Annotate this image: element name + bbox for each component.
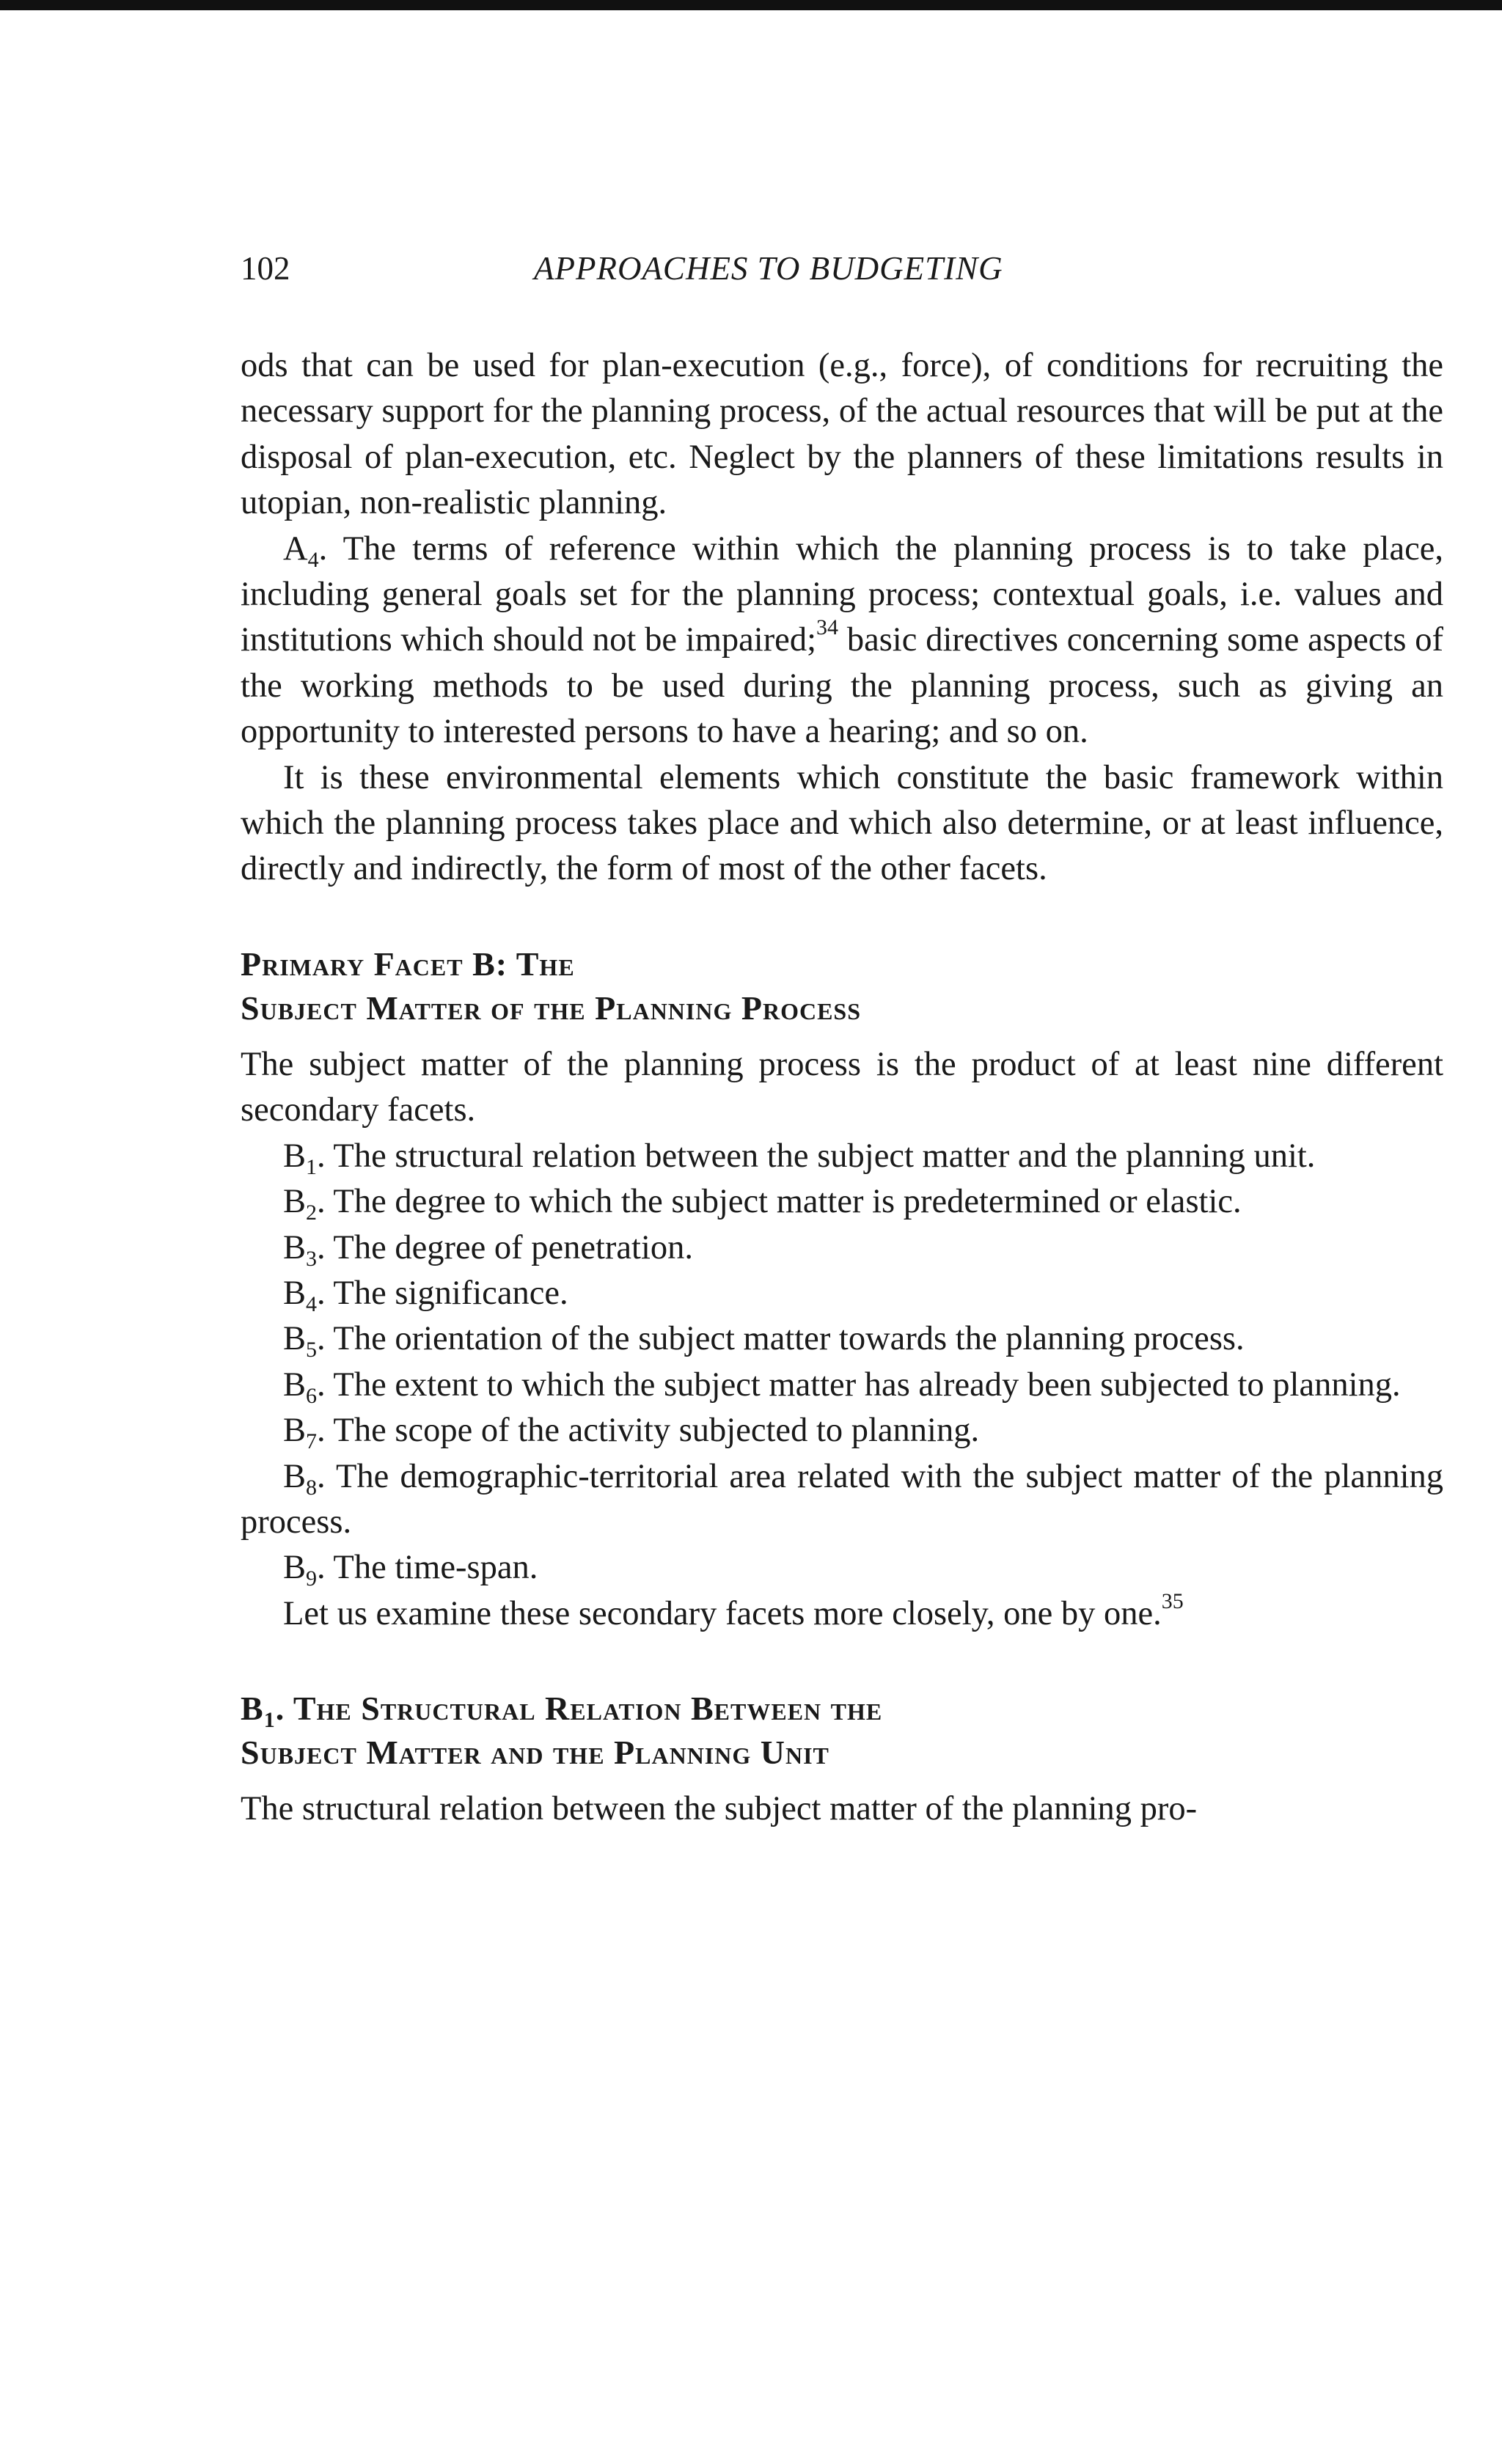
- facet-subscript: 8: [306, 1475, 318, 1500]
- facet-subscript: 3: [306, 1246, 318, 1271]
- paragraph-text: . The terms of reference within which the planning process is to take place, including general goals set for the planning process; contextual goals, i.e. values and institutions which should not be impaired;: [241, 529, 1443, 659]
- heading-label: B: [241, 1690, 264, 1728]
- facet-label: B: [283, 1365, 307, 1404]
- paragraph-text: basic directives concerning some aspects of the working methods to be used during the planning process, such as giving an opportunity to interested persons to have a hearing; and so on.: [241, 621, 1443, 751]
- facet-label: B: [283, 1412, 307, 1450]
- paragraph-environment: It is these environmental elements which constitute the basic framework within which the planning process takes place and which also determine, or at least influence, directly and indirectly, the form of most of the other facets.: [241, 758, 1443, 888]
- book-page: [241, 242, 1443, 1833]
- facet-label: B: [283, 1320, 307, 1358]
- facet-subscript: 6: [306, 1383, 318, 1408]
- paragraph-closing: [241, 1588, 1443, 1637]
- paragraph-a4: [241, 527, 1443, 755]
- facet-label: B: [283, 1549, 307, 1587]
- facet-item-b4: [241, 1271, 1443, 1316]
- facet-subscript: 1: [306, 1154, 318, 1179]
- facet-text: . The degree of penetration.: [317, 1228, 694, 1266]
- facet-label: B: [283, 1274, 307, 1312]
- facet-item-b1: [241, 1134, 1443, 1179]
- running-title: APPROACHES TO BUDGETING: [534, 250, 1003, 287]
- facet-text: . The orientation of the subject matter towards the planning process.: [317, 1320, 1245, 1358]
- facet-item-b8: [241, 1454, 1443, 1546]
- facet-item-b3: [241, 1225, 1443, 1271]
- paragraph-intro-b: The subject matter of the planning process is the product of at least nine different secondary facets.: [241, 1045, 1443, 1129]
- paragraph-final: The structural relation between the subject matter of the planning pro-: [241, 1790, 1198, 1828]
- heading-line: Subject Matter of the Planning Process: [241, 989, 862, 1027]
- facet-item-b5: [241, 1316, 1443, 1362]
- section-heading-b1: [241, 1687, 1443, 1775]
- footnote-ref-34: 34: [816, 615, 838, 640]
- facet-subscript: 2: [306, 1200, 318, 1225]
- facet-text: . The significance.: [317, 1274, 568, 1312]
- heading-line: Subject Matter and the Planning Unit: [241, 1734, 829, 1772]
- facet-text: . The degree to which the subject matter is predetermined or elastic.: [317, 1183, 1242, 1221]
- paragraph-continuation: ods that can be used for plan-execution (e.g., force), of conditions for recruiting the necessary support for the planning process, of the actual resources that will be put at the disposal of plan-execution, etc. Neglect by the planners of these limitations results in utopian, non-realistic planning.: [241, 347, 1443, 522]
- facet-item-b2: [241, 1179, 1443, 1225]
- facet-subscript: 7: [306, 1429, 318, 1454]
- facet-item-b7: [241, 1408, 1443, 1453]
- facet-label-a4: A: [283, 529, 308, 568]
- facet-item-b9: [241, 1545, 1443, 1591]
- facet-text: . The extent to which the subject matter has already been subjected to planning.: [317, 1365, 1401, 1404]
- facet-text: . The demographic-territorial area related with the subject matter of the planning process.: [241, 1457, 1443, 1541]
- top-rule: [0, 0, 1502, 10]
- heading-subscript: 1: [263, 1708, 276, 1733]
- facet-label: B: [283, 1137, 307, 1175]
- facet-subscript: 4: [306, 1291, 318, 1316]
- facet-subscript: 9: [306, 1566, 318, 1591]
- body-text: [241, 343, 1443, 1833]
- facet-label: B: [283, 1228, 307, 1266]
- facet-label: B: [283, 1183, 307, 1221]
- facet-text: . The time-span.: [317, 1549, 538, 1587]
- footnote-ref-35: 35: [1161, 1588, 1184, 1613]
- section-heading-facet-b: [241, 942, 1443, 1030]
- facet-text: . The structural relation between the subject matter and the planning unit.: [317, 1137, 1316, 1175]
- facet-item-b6: [241, 1363, 1443, 1408]
- page-number: 102: [241, 250, 290, 287]
- heading-line: . The Structural Relation Between the: [275, 1690, 883, 1728]
- facet-subscript: 4: [307, 547, 319, 572]
- paragraph-text: Let us examine these secondary facets more closely, one by one.: [283, 1594, 1162, 1632]
- running-head: [241, 242, 1443, 301]
- facet-subscript: 5: [306, 1338, 318, 1363]
- facet-label: B: [283, 1457, 307, 1495]
- heading-line: Primary Facet B: The: [241, 945, 575, 983]
- facet-text: . The scope of the activity subjected to planning.: [317, 1412, 980, 1450]
